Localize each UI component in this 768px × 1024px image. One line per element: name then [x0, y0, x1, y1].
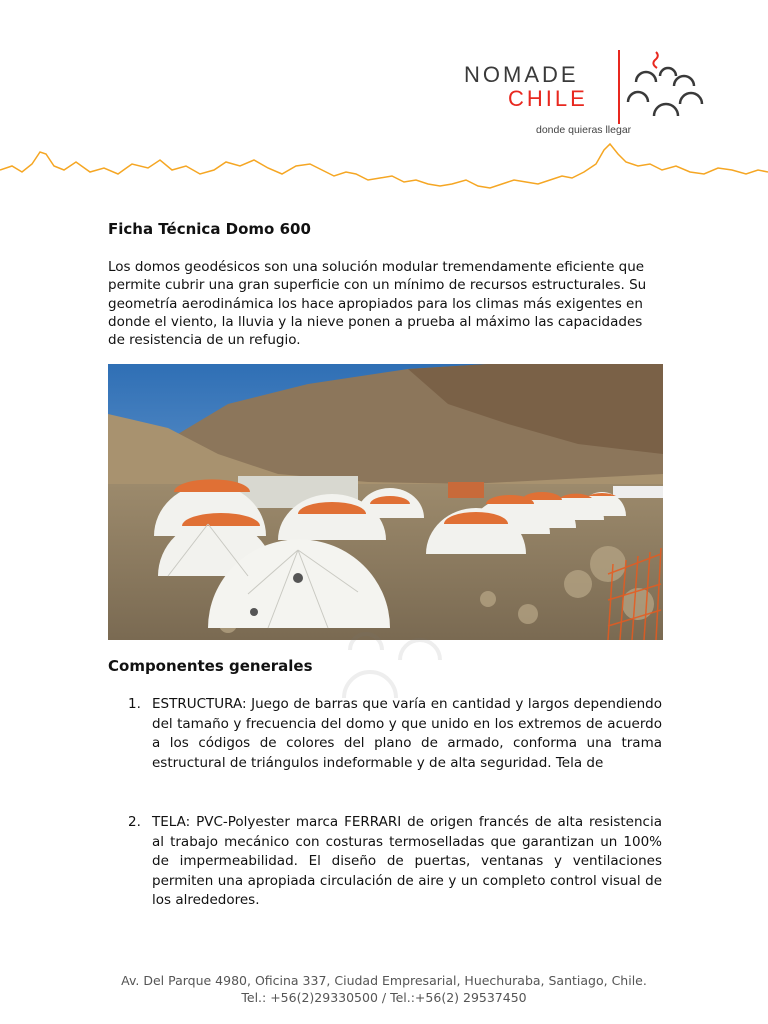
footer: [0, 972, 768, 1006]
component-item-fabric: [108, 813, 662, 911]
mountain-line-decoration: [0, 140, 768, 196]
logo-divider: [618, 50, 620, 124]
component-item-structure: [108, 695, 662, 773]
brand-name-nomade: NOMADE: [464, 62, 579, 87]
page-title: Ficha Técnica Domo 600: [108, 220, 311, 238]
footer-phones: Tel.: +56(2)29330500 / Tel.:+56(2) 29537450: [241, 990, 527, 1005]
list-number: 1.: [128, 696, 141, 712]
intro-paragraph: Los domos geodésicos son una solución modular tremendamente eficiente que permite cubrir una gran superficie con un mínimo de recursos estructurales. Su geometría aerodinámica los hace apropiados para los climas más exigentes en donde el viento, la lluvia y la nieve ponen a prueba al máximo las capacidades de resistencia de un refugio.: [108, 259, 647, 349]
dome-watermark-icon: [330, 620, 460, 700]
brand-tagline: donde quieras llegar: [536, 124, 632, 136]
brand-name-chile: CHILE: [508, 86, 588, 111]
section-title: Componentes generales: [108, 657, 313, 675]
list-item-text: TELA: PVC-Polyester marca FERRARI de origen francés de alta resistencia al trabajo mecánico con costuras termoselladas que garantizan un 100% de impermeabilidad. El diseño de puertas, ventanas y ventilaciones permiten una apropiada circulación de aire y un completo control visual de los alrededores.: [152, 814, 662, 908]
list-number: 2.: [128, 814, 141, 830]
footer-address: Av. Del Parque 4980, Oficina 337, Ciudad Empresarial, Huechuraba, Santiago, Chile.: [121, 973, 647, 988]
dome-logo-icon: [626, 46, 710, 124]
dome-camp-photo: [108, 364, 663, 640]
list-item-text: ESTRUCTURA: Juego de barras que varía en cantidad y largos dependiendo del tamaño y frecuencia del domo y que unido en los extremos de acuerdo a los códigos de colores del plano de armado, conforma una trama estructural de triángulos indeformable y de alta seguridad. Tela de: [152, 696, 662, 771]
